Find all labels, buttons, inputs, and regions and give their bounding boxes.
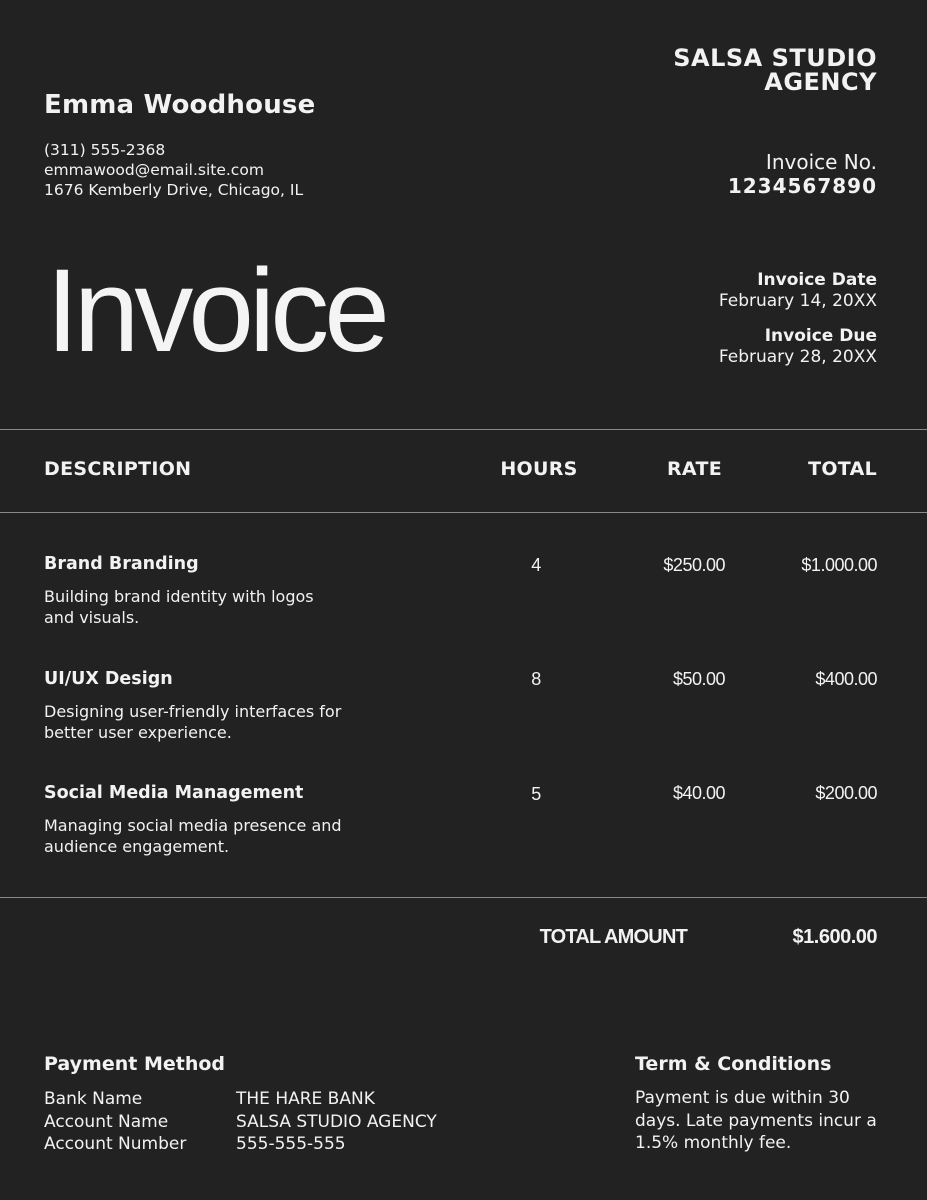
item-rate: $50.00 <box>672 669 725 689</box>
sender-email: emmawood@email.site.com <box>44 161 264 179</box>
terms-text: Payment is due within 30 days. Late payments incur a 1.5% monthly fee. <box>635 1088 877 1153</box>
item-description: Designing user-friendly interfaces for better user experience. <box>44 702 342 742</box>
sender-contact-block <box>44 140 303 200</box>
column-header-description: DESCRIPTION <box>44 458 192 480</box>
item-hours: 5 <box>531 784 541 804</box>
item-total: $1.000.00 <box>801 555 877 575</box>
account-number-label: Account Number <box>44 1134 187 1154</box>
item-title: Brand Branding <box>44 554 199 574</box>
item-hours: 4 <box>531 555 541 575</box>
column-header-hours: HOURS <box>500 458 578 480</box>
item-rate: $250.00 <box>663 555 725 575</box>
divider-header <box>0 512 927 513</box>
invoice-due: February 28, 20XX <box>718 347 877 367</box>
column-header-rate: RATE <box>667 458 722 480</box>
item-description: Managing social media presence and audience engagement. <box>44 816 342 856</box>
sender-address: 1676 Kemberly Drive, Chicago, IL <box>44 181 304 199</box>
account-name-label: Account Name <box>44 1111 169 1132</box>
item-hours: 8 <box>531 669 541 689</box>
account-name: SALSA STUDIO AGENCY <box>236 1111 437 1132</box>
total-amount: $1.600.00 <box>792 926 877 948</box>
sender-name: Emma Woodhouse <box>44 90 316 120</box>
item-total: $400.00 <box>815 669 877 689</box>
agency-name-line2: AGENCY <box>764 68 877 96</box>
agency-name-line1: SALSA STUDIO <box>673 44 877 72</box>
account-number: 555-555-555 <box>236 1134 346 1154</box>
item-rate: $40.00 <box>672 783 725 803</box>
item-title: UI/UX Design <box>44 669 173 689</box>
column-header-total: TOTAL <box>808 458 877 480</box>
divider-bottom <box>0 897 927 898</box>
payment-values <box>236 1088 437 1156</box>
invoice-due-label: Invoice Due <box>764 326 877 346</box>
divider-top <box>0 429 927 430</box>
payment-method-title: Payment Method <box>44 1053 226 1075</box>
item-title: Social Media Management <box>44 783 304 803</box>
payment-labels <box>44 1088 186 1156</box>
invoice-title: Invoice <box>46 245 385 377</box>
bank-name-label: Bank Name <box>44 1089 143 1109</box>
invoice-number-label: Invoice No. <box>765 150 877 174</box>
terms-title: Term & Conditions <box>635 1053 832 1075</box>
invoice-date: February 14, 20XX <box>718 291 877 311</box>
item-description: Building brand identity with logos and visuals. <box>44 587 314 627</box>
invoice-date-label: Invoice Date <box>757 270 877 290</box>
sender-phone: (311) 555-2368 <box>44 141 166 159</box>
invoice-number: 1234567890 <box>727 174 877 198</box>
total-amount-label: TOTAL AMOUNT <box>539 926 687 948</box>
item-total: $200.00 <box>815 783 877 803</box>
agency-name <box>673 46 877 94</box>
bank-name: THE HARE BANK <box>236 1089 375 1109</box>
